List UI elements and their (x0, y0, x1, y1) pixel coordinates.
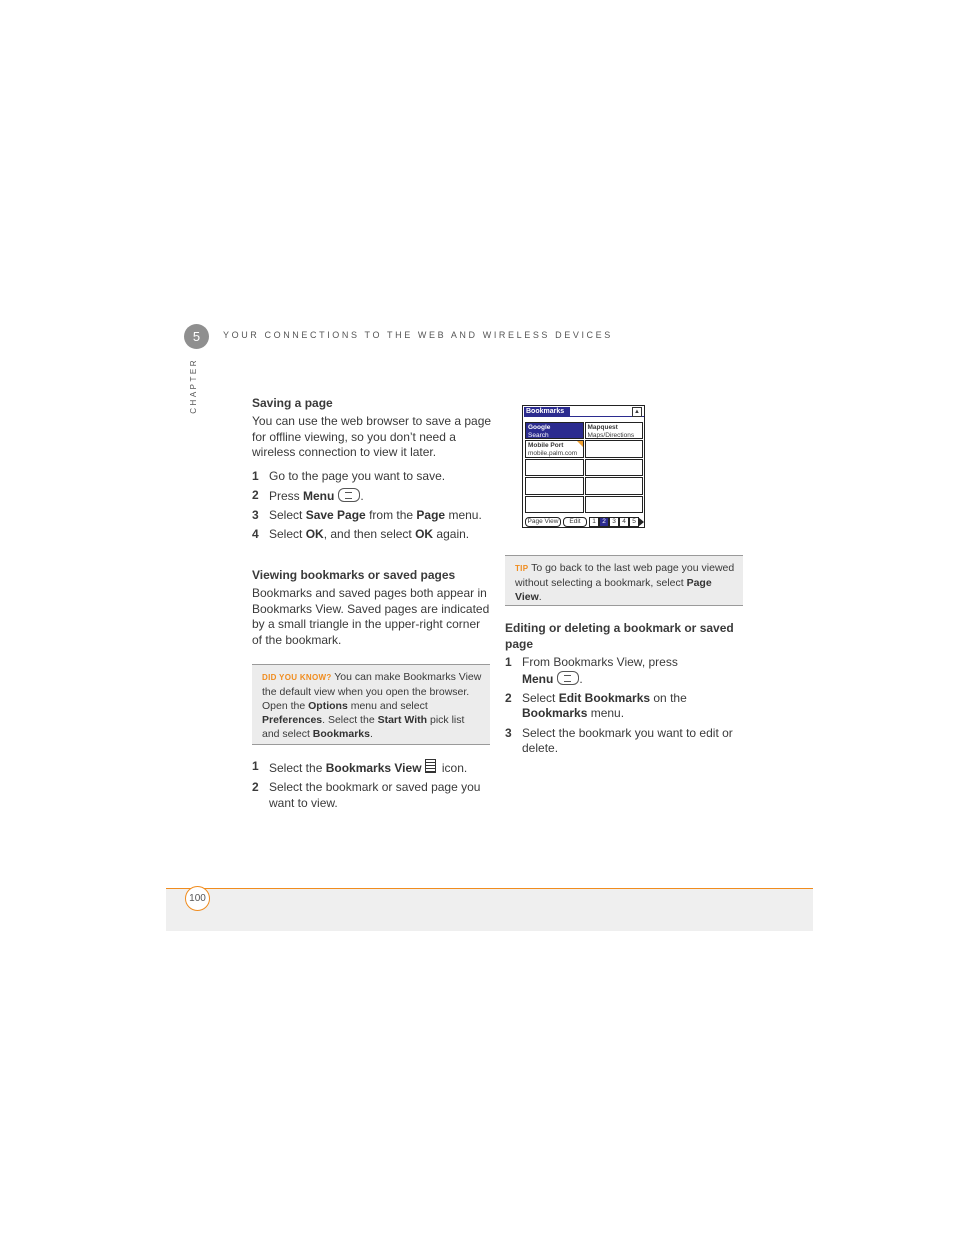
bookmark-cell-empty[interactable] (585, 496, 644, 513)
menu-key-icon (338, 488, 360, 502)
page-tab[interactable]: 3 (609, 517, 619, 527)
next-page-arrow-icon[interactable] (638, 517, 644, 527)
bookmarks-view-icon (425, 759, 436, 773)
did-you-know-callout: DID YOU KNOW? You can make Bookmarks View the default view when you open the browser. Open the Options menu and select Preferences. Select the Start With pick list and select Bookmarks. (252, 664, 490, 745)
step-item: 2 Select Edit Bookmarks on the Bookmarks menu. (505, 690, 687, 721)
step-item: 1 Select the Bookmarks View icon. (252, 759, 468, 775)
step-item: 1 Go to the page you want to save. (252, 468, 446, 483)
editing-heading: Editing or deleting a bookmark or saved page (505, 621, 734, 651)
saving-intro: You can use the web browser to save a page for offline viewing, so you don’t need a wireless connection to view it later. (252, 414, 492, 460)
page-tab[interactable]: 2 (599, 517, 609, 527)
step-item: 3 Select Save Page from the Page menu. (252, 508, 482, 523)
step-item: 2 Press Menu . (252, 487, 364, 503)
bookmarks-title: Bookmarks (524, 407, 570, 417)
saving-heading: Saving a page (252, 396, 333, 410)
bookmark-cell-empty[interactable] (585, 477, 644, 494)
running-header: YOUR CONNECTIONS TO THE WEB AND WIRELESS DEVICES (223, 330, 613, 340)
bookmark-cell-empty[interactable] (585, 459, 644, 476)
saved-page-triangle-icon (577, 441, 583, 447)
bookmark-cell[interactable]: Mobile Port mobile.palm.com (525, 440, 584, 457)
page-number: 100 (185, 886, 210, 911)
tip-callout: TIP To go back to the last web page you viewed without selecting a bookmark, select Page View. (505, 555, 743, 606)
tip-tag: TIP (515, 564, 529, 573)
footer-band (166, 888, 813, 931)
viewing-heading: Viewing bookmarks or saved pages (252, 568, 456, 582)
bookmark-grid (525, 422, 643, 513)
editing-steps (505, 655, 745, 757)
step-item: 3 Select the bookmark you want to edit or delete. (505, 725, 733, 756)
bookmark-cell-empty[interactable] (525, 496, 584, 513)
page-tab[interactable]: 1 (589, 517, 599, 527)
page-view-button[interactable]: Page View (525, 517, 561, 527)
saving-section (252, 395, 492, 547)
bookmark-cell-empty[interactable] (525, 477, 584, 494)
chapter-number-badge: 5 (184, 324, 209, 349)
edit-button[interactable]: Edit (563, 517, 587, 527)
saving-steps (252, 469, 492, 543)
page-tab[interactable]: 5 (629, 517, 639, 527)
bookmark-cell[interactable]: Mapquest Maps/Directions (585, 422, 644, 439)
viewing-intro: Bookmarks and saved pages both appear in Bookmarks View. Saved pages are indicated by a small triangle in the upper-right corner of the bookmark. (252, 586, 490, 647)
did-you-know-tag: DID YOU KNOW? (262, 673, 332, 682)
bookmarks-screenshot (522, 405, 645, 528)
editing-section (505, 620, 745, 760)
signal-icon: ▲ (632, 407, 642, 417)
bookmark-cell[interactable]: Google Search (525, 422, 584, 439)
step-item: 4 Select OK, and then select OK again. (252, 527, 470, 542)
step-item: 1 From Bookmarks View, press Menu . (505, 655, 678, 686)
step-item: 2 Select the bookmark or saved page you want to view. (252, 780, 481, 810)
viewing-section (252, 567, 492, 648)
chapter-label: CHAPTER (189, 358, 198, 414)
bookmark-cell-empty[interactable] (585, 440, 644, 457)
view-steps (252, 759, 492, 811)
menu-key-icon (557, 671, 579, 685)
bookmarks-toolbar (525, 517, 644, 527)
page-tab[interactable]: 4 (619, 517, 629, 527)
bookmark-cell-empty[interactable] (525, 459, 584, 476)
view-steps-section (252, 759, 492, 815)
